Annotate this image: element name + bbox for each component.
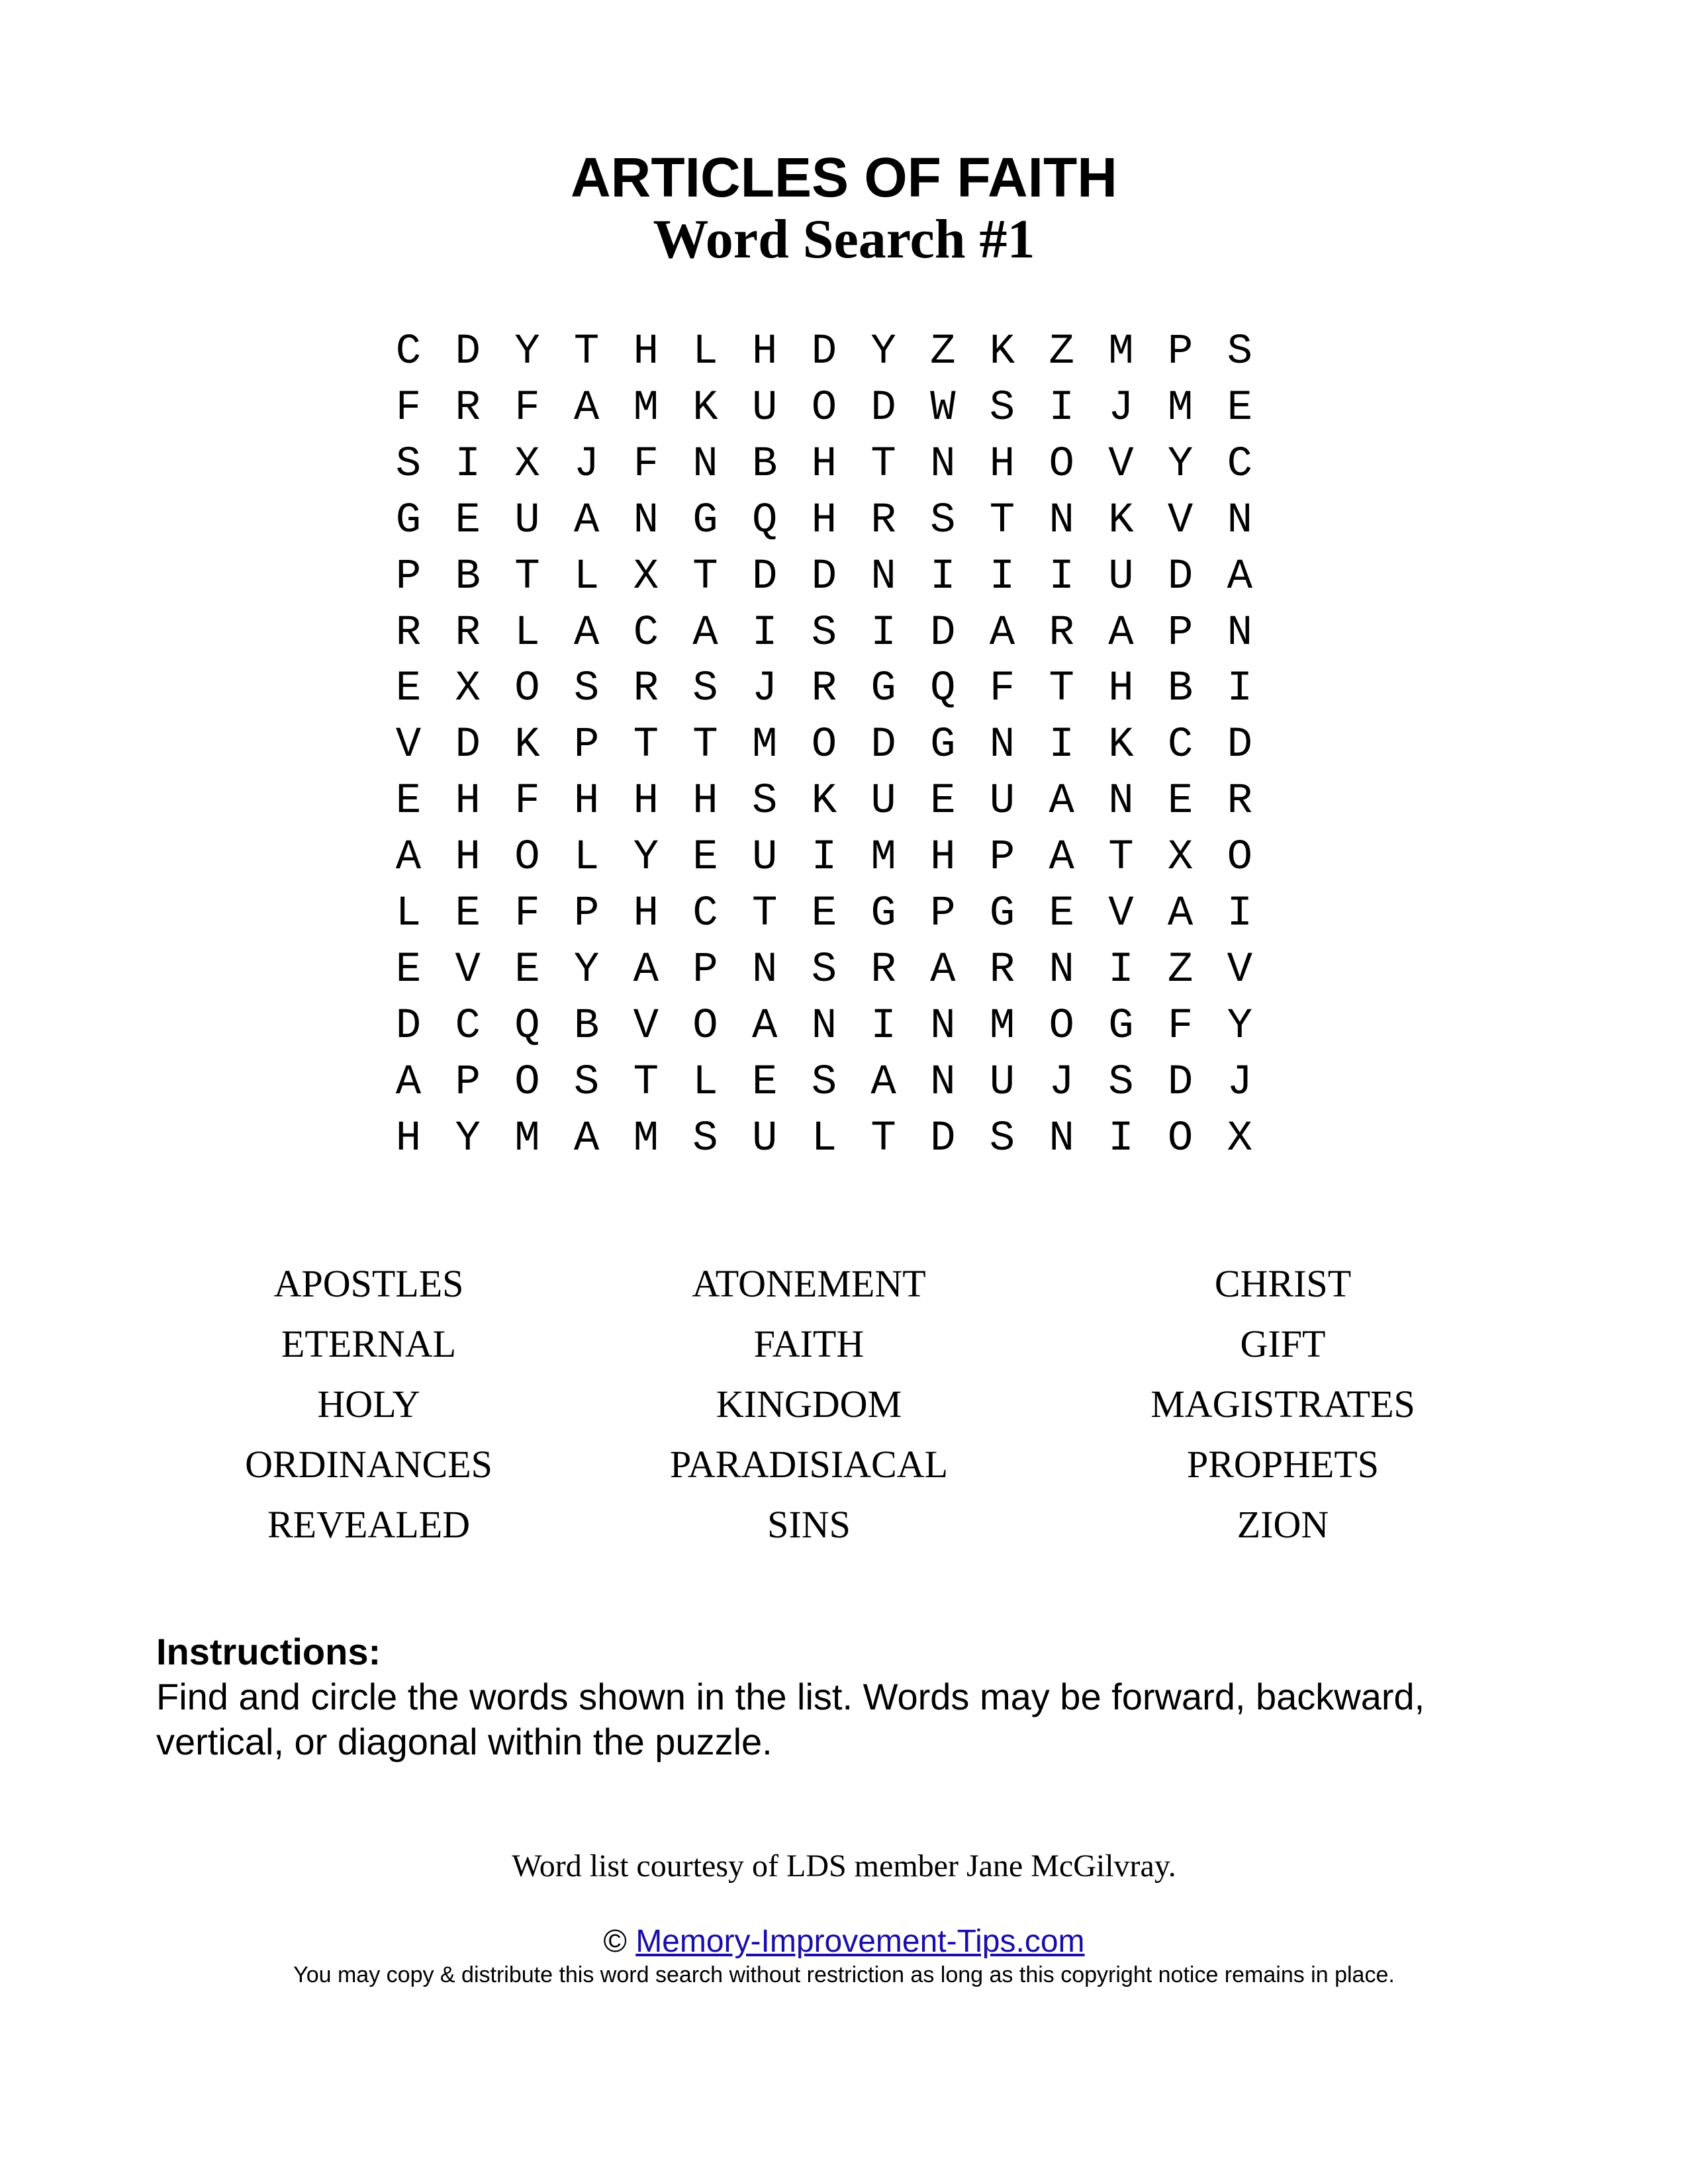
grid-letter: S xyxy=(692,665,718,713)
word-list-item: PARADISIACAL xyxy=(669,1443,949,1486)
grid-letter: F xyxy=(514,384,540,432)
grid-letter: O xyxy=(514,834,540,882)
grid-letter: D xyxy=(1167,553,1194,601)
grid-letter: O xyxy=(811,384,837,432)
grid-letter: V xyxy=(455,946,481,994)
grid-letter: H xyxy=(633,890,659,938)
grid-letter: R xyxy=(455,609,481,657)
grid-letter: U xyxy=(751,1115,778,1163)
grid-letter: E xyxy=(455,496,481,545)
grid-letter: I xyxy=(1049,384,1074,432)
grid-letter: E xyxy=(1167,778,1194,826)
grid-letter: A xyxy=(395,834,422,882)
grid-letter: H xyxy=(633,328,659,376)
grid-letter: Q xyxy=(514,1002,540,1050)
word-list-item: SINS xyxy=(767,1503,851,1546)
page-title: ARTICLES OF FAITH xyxy=(571,146,1117,208)
grid-letter: P xyxy=(1167,328,1194,376)
grid-letter: M xyxy=(989,1002,1015,1050)
grid-letter: X xyxy=(455,665,481,713)
grid-letter: D xyxy=(870,384,896,432)
grid-letter: S xyxy=(989,1115,1015,1163)
grid-letter: G xyxy=(395,496,422,545)
grid-letter: O xyxy=(1167,1115,1194,1163)
grid-letter: M xyxy=(1167,384,1194,432)
grid-letter: H xyxy=(633,778,659,826)
grid-letter: G xyxy=(1108,1002,1134,1050)
grid-letter: E xyxy=(1049,890,1074,938)
grid-letter: T xyxy=(692,553,718,601)
word-list-item: ATONEMENT xyxy=(692,1262,926,1305)
grid-letter: P xyxy=(1167,609,1194,657)
word-list xyxy=(0,1257,1688,1562)
grid-letter: D xyxy=(1167,1058,1194,1107)
grid-letter: H xyxy=(395,1115,422,1163)
grid-letter: A xyxy=(395,1058,422,1107)
grid-letter: F xyxy=(989,665,1015,713)
grid-letter: E xyxy=(395,778,422,826)
grid-letter: H xyxy=(751,328,778,376)
grid-letter: S xyxy=(811,946,837,994)
grid-letter: A xyxy=(1049,834,1074,882)
grid-letter: A xyxy=(870,1058,896,1107)
grid-letter: N xyxy=(1049,1115,1074,1163)
grid-letter: H xyxy=(989,440,1015,488)
grid-letter: U xyxy=(514,496,540,545)
copyright-notice: You may copy & distribute this word search without restriction as long as this copyright notice remains in place. xyxy=(293,1962,1395,1987)
grid-letter: S xyxy=(811,609,837,657)
grid-letter: S xyxy=(751,778,778,826)
grid-letter: I xyxy=(870,609,896,657)
grid-letter: N xyxy=(811,1002,837,1050)
grid-letter: S xyxy=(1227,328,1252,376)
grid-letter: N xyxy=(1049,946,1074,994)
grid-letter: A xyxy=(573,1115,600,1163)
grid-letter: M xyxy=(514,1115,540,1163)
grid-letter: T xyxy=(514,553,540,601)
grid-letter: T xyxy=(870,1115,896,1163)
grid-letter: C xyxy=(455,1002,481,1050)
grid-letter: V xyxy=(1108,440,1134,488)
grid-letter: K xyxy=(1108,721,1134,770)
grid-letter: F xyxy=(1167,1002,1194,1050)
grid-letter: K xyxy=(811,778,837,826)
grid-letter: N xyxy=(930,440,956,488)
word-list-item: CHRIST xyxy=(1214,1262,1352,1305)
grid-letter: R xyxy=(455,384,481,432)
grid-letter: Z xyxy=(930,328,956,376)
grid-letter: L xyxy=(811,1115,837,1163)
grid-letter: E xyxy=(395,665,422,713)
grid-letter: D xyxy=(1227,721,1252,770)
grid-letter: K xyxy=(692,384,718,432)
word-list-item: FAITH xyxy=(753,1322,865,1365)
grid-letter: P xyxy=(573,721,600,770)
grid-letter: U xyxy=(870,778,896,826)
grid-letter: Z xyxy=(1167,946,1194,994)
grid-letter: A xyxy=(1049,778,1074,826)
grid-letter: F xyxy=(514,778,540,826)
grid-letter: H xyxy=(692,778,718,826)
grid-letter: H xyxy=(811,496,837,545)
grid-letter: D xyxy=(930,609,956,657)
grid-letter: L xyxy=(573,553,600,601)
grid-letter: D xyxy=(395,1002,422,1050)
grid-letter: G xyxy=(930,721,956,770)
grid-letter: D xyxy=(811,553,837,601)
grid-letter: D xyxy=(751,553,778,601)
grid-letter: L xyxy=(692,328,718,376)
grid-letter: I xyxy=(1227,665,1252,713)
grid-letter: V xyxy=(1227,946,1252,994)
grid-letter: Y xyxy=(514,328,540,376)
grid-letter: A xyxy=(1227,553,1252,601)
grid-letter: Q xyxy=(751,496,778,545)
word-list-item: ETERNAL xyxy=(281,1322,457,1365)
grid-letter: N xyxy=(930,1058,956,1107)
grid-letter: H xyxy=(811,440,837,488)
grid-letter: B xyxy=(573,1002,600,1050)
grid-letter: P xyxy=(395,553,422,601)
grid-letter: V xyxy=(395,721,422,770)
grid-letter: A xyxy=(692,609,718,657)
grid-letter: A xyxy=(1108,609,1134,657)
grid-letter: R xyxy=(1049,609,1074,657)
grid-letter: F xyxy=(514,890,540,938)
grid-letter: A xyxy=(633,946,659,994)
grid-letter: C xyxy=(1167,721,1194,770)
grid-letter: B xyxy=(455,553,481,601)
grid-letter: H xyxy=(455,834,481,882)
grid-letter: M xyxy=(633,384,659,432)
grid-letter: Y xyxy=(455,1115,481,1163)
grid-letter: O xyxy=(1049,1002,1074,1050)
grid-letter: P xyxy=(989,834,1015,882)
grid-letter: E xyxy=(455,890,481,938)
grid-letter: Z xyxy=(1049,328,1074,376)
grid-letter: M xyxy=(633,1115,659,1163)
grid-letter: A xyxy=(751,1002,778,1050)
grid-letter: S xyxy=(811,1058,837,1107)
grid-letter: E xyxy=(1227,384,1252,432)
site-link[interactable]: Memory-Improvement-Tips.com xyxy=(635,1924,1085,1959)
instructions-heading: Instructions: xyxy=(156,1631,381,1672)
grid-letter: B xyxy=(1167,665,1194,713)
grid-letter: I xyxy=(1049,553,1074,601)
grid-letter: N xyxy=(633,496,659,545)
grid-letter: N xyxy=(751,946,778,994)
grid-letter: R xyxy=(1227,778,1252,826)
grid-letter: J xyxy=(573,440,600,488)
grid-letter: N xyxy=(692,440,718,488)
grid-letter: V xyxy=(1108,890,1134,938)
copyright-line xyxy=(0,1922,1688,1962)
grid-letter: B xyxy=(751,440,778,488)
grid-letter: U xyxy=(989,1058,1015,1107)
grid-letter: H xyxy=(930,834,956,882)
grid-letter: U xyxy=(751,834,778,882)
grid-letter: O xyxy=(514,1058,540,1107)
grid-letter: I xyxy=(1049,721,1074,770)
grid-letter: C xyxy=(633,609,659,657)
grid-letter: P xyxy=(573,890,600,938)
grid-letter: I xyxy=(1227,890,1252,938)
grid-letter: T xyxy=(989,496,1015,545)
grid-letter: A xyxy=(930,946,956,994)
grid-letter: H xyxy=(1108,665,1134,713)
grid-letter: N xyxy=(930,1002,956,1050)
grid-letter: A xyxy=(573,384,600,432)
grid-letter: H xyxy=(573,778,600,826)
grid-letter: V xyxy=(633,1002,659,1050)
grid-letter: O xyxy=(692,1002,718,1050)
grid-letter: N xyxy=(870,553,896,601)
grid-letter: T xyxy=(1108,834,1134,882)
grid-letter: L xyxy=(395,890,422,938)
grid-letter: H xyxy=(455,778,481,826)
word-list-item: ZION xyxy=(1237,1503,1329,1546)
grid-letter: U xyxy=(989,778,1015,826)
grid-letter: F xyxy=(395,384,422,432)
grid-letter: F xyxy=(633,440,659,488)
word-list-item: REVEALED xyxy=(267,1503,471,1546)
grid-letter: I xyxy=(1108,946,1134,994)
grid-letter: J xyxy=(1227,1058,1252,1107)
grid-letter: S xyxy=(573,665,600,713)
grid-letter: S xyxy=(1108,1058,1134,1107)
grid-letter: O xyxy=(811,721,837,770)
grid-letter: I xyxy=(1108,1115,1134,1163)
grid-letter: P xyxy=(455,1058,481,1107)
grid-letter: X xyxy=(633,553,659,601)
grid-letter: E xyxy=(395,946,422,994)
grid-letter: A xyxy=(573,609,600,657)
grid-letter: D xyxy=(930,1115,956,1163)
grid-letter: R xyxy=(811,665,837,713)
grid-letter: T xyxy=(633,1058,659,1107)
word-list-item: ORDINANCES xyxy=(245,1443,492,1486)
grid-letter: R xyxy=(989,946,1015,994)
copyright-symbol: © xyxy=(603,1924,627,1959)
instructions-text: Find and circle the words shown in the list. Words may be forward, backward, vertical, or diagonal within the puzzle. xyxy=(156,1676,1425,1762)
word-list-item: MAGISTRATES xyxy=(1150,1383,1415,1426)
grid-letter: Y xyxy=(573,946,600,994)
grid-letter: A xyxy=(1167,890,1194,938)
grid-letter: J xyxy=(1049,1058,1074,1107)
grid-letter: Y xyxy=(870,328,896,376)
grid-letter: U xyxy=(751,384,778,432)
grid-letter: N xyxy=(1108,778,1134,826)
grid-letter: R xyxy=(633,665,659,713)
grid-letter: I xyxy=(930,553,956,601)
grid-letter: P xyxy=(692,946,718,994)
grid-letter: T xyxy=(692,721,718,770)
grid-letter: M xyxy=(870,834,896,882)
grid-letter: T xyxy=(1049,665,1074,713)
grid-letter: M xyxy=(1108,328,1134,376)
grid-letter: T xyxy=(633,721,659,770)
word-list-item: KINGDOM xyxy=(716,1383,902,1426)
grid-letter: N xyxy=(1227,496,1252,545)
grid-letter: S xyxy=(573,1058,600,1107)
grid-letter: D xyxy=(811,328,837,376)
grid-letter: L xyxy=(573,834,600,882)
grid-letter: T xyxy=(751,890,778,938)
grid-letter: A xyxy=(989,609,1015,657)
grid-letter: E xyxy=(751,1058,778,1107)
grid-letter: M xyxy=(751,721,778,770)
grid-letter: D xyxy=(455,328,481,376)
grid-letter: R xyxy=(395,609,422,657)
grid-letter: S xyxy=(989,384,1015,432)
page-subtitle: Word Search #1 xyxy=(653,208,1035,270)
grid-letter: Y xyxy=(633,834,659,882)
grid-letter: Y xyxy=(1227,1002,1252,1050)
grid-letter: K xyxy=(1108,496,1134,545)
grid-letter: I xyxy=(870,1002,896,1050)
grid-letter: G xyxy=(989,890,1015,938)
grid-letter: C xyxy=(1227,440,1252,488)
word-list-item: PROPHETS xyxy=(1186,1443,1380,1486)
grid-letter: N xyxy=(1049,496,1074,545)
instructions-block xyxy=(156,1629,1546,1764)
grid-letter: V xyxy=(1167,496,1194,545)
grid-letter: A xyxy=(573,496,600,545)
grid-letter: S xyxy=(395,440,422,488)
courtesy-note: Word list courtesy of LDS member Jane McGilvray. xyxy=(512,1848,1176,1884)
grid-letter: J xyxy=(1108,384,1134,432)
grid-letter: G xyxy=(692,496,718,545)
grid-letter: O xyxy=(514,665,540,713)
grid-letter: I xyxy=(751,609,778,657)
grid-letter: L xyxy=(692,1058,718,1107)
grid-letter: G xyxy=(870,890,896,938)
grid-letter: L xyxy=(514,609,540,657)
grid-letter: S xyxy=(930,496,956,545)
grid-letter: W xyxy=(930,384,956,432)
grid-letter: Q xyxy=(930,665,956,713)
grid-letter: S xyxy=(692,1115,718,1163)
grid-letter: D xyxy=(455,721,481,770)
grid-letter: R xyxy=(870,946,896,994)
grid-letter: G xyxy=(870,665,896,713)
grid-letter: I xyxy=(811,834,837,882)
grid-letter: T xyxy=(573,328,600,376)
grid-letter: O xyxy=(1049,440,1074,488)
grid-letter: P xyxy=(930,890,956,938)
grid-letter: I xyxy=(455,440,481,488)
grid-letter: E xyxy=(514,946,540,994)
word-list-item: HOLY xyxy=(317,1383,420,1426)
grid-letter: N xyxy=(989,721,1015,770)
grid-letter: E xyxy=(692,834,718,882)
grid-letter: E xyxy=(930,778,956,826)
grid-letter: E xyxy=(811,890,837,938)
grid-letter: J xyxy=(751,665,778,713)
grid-letter: I xyxy=(989,553,1015,601)
grid-letter: K xyxy=(514,721,540,770)
grid-letter: C xyxy=(395,328,422,376)
grid-letter: U xyxy=(1108,553,1134,601)
grid-letter: T xyxy=(870,440,896,488)
word-list-item: APOSTLES xyxy=(273,1262,464,1305)
grid-letter: D xyxy=(870,721,896,770)
grid-letter: O xyxy=(1227,834,1252,882)
grid-letter: R xyxy=(870,496,896,545)
word-list-item: GIFT xyxy=(1240,1322,1326,1365)
grid-letter: N xyxy=(1227,609,1252,657)
grid-letter: X xyxy=(1227,1115,1252,1163)
word-search-grid xyxy=(0,324,1688,1171)
grid-letter: K xyxy=(989,328,1015,376)
grid-letter: X xyxy=(514,440,540,488)
grid-letter: C xyxy=(692,890,718,938)
grid-letter: Y xyxy=(1167,440,1194,488)
grid-letter: X xyxy=(1167,834,1194,882)
